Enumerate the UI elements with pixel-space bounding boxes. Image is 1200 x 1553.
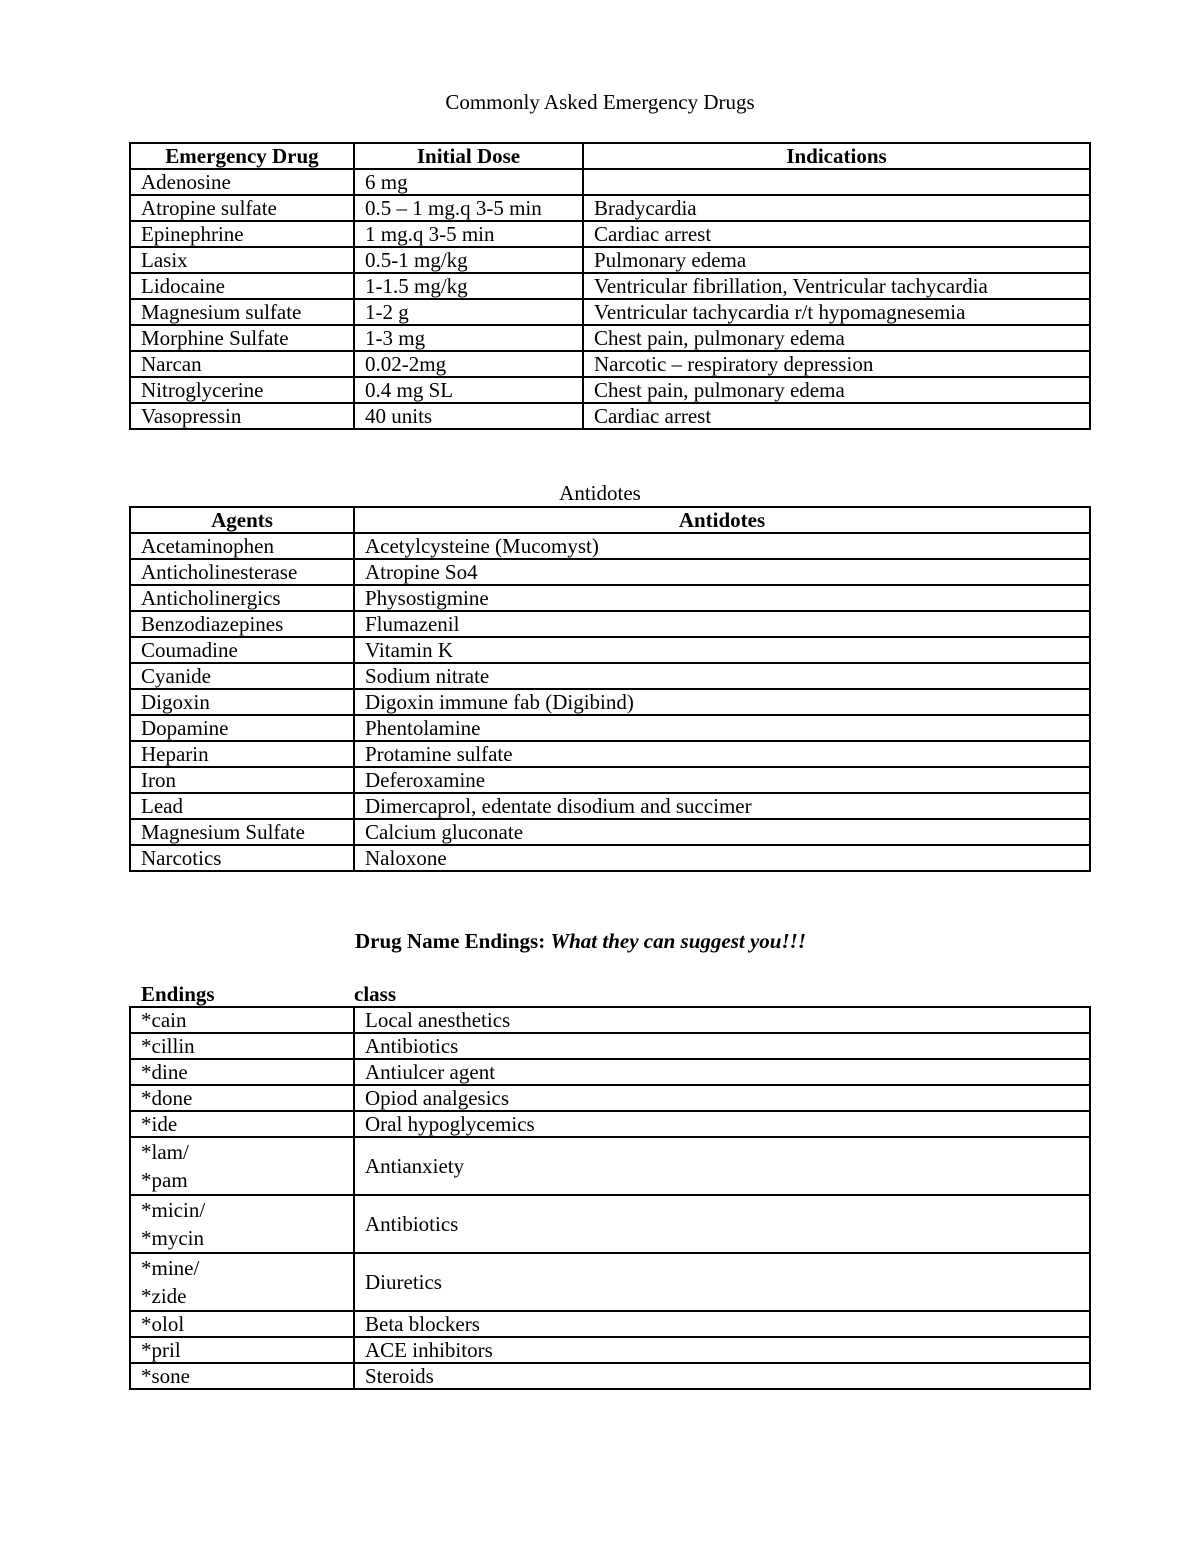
indication-cell: Ventricular fibrillation, Ventricular tachycardia (583, 273, 1090, 299)
antidote-cell: Dimercaprol, edentate disodium and succimer (354, 793, 1090, 819)
table-row (130, 793, 1090, 819)
drug-endings-table (129, 1006, 1091, 1390)
indication-cell: Narcotic – respiratory depression (583, 351, 1090, 377)
ending-cell (130, 1195, 354, 1253)
antidote-cell: Protamine sulfate (354, 741, 1090, 767)
drug-name-cell: Lasix (130, 247, 354, 273)
ending-text: *sone (141, 1364, 190, 1388)
agent-cell: Iron (130, 767, 354, 793)
table-row (130, 663, 1090, 689)
initial-dose-cell: 1-1.5 mg/kg (354, 273, 583, 299)
column-header-initial-dose: Initial Dose (354, 143, 583, 169)
agent-cell: Narcotics (130, 845, 354, 871)
table-row (130, 299, 1090, 325)
indication-cell: Ventricular tachycardia r/t hypomagnesemia (583, 299, 1090, 325)
table-row (130, 611, 1090, 637)
indication-cell: Bradycardia (583, 195, 1090, 221)
agent-cell: Anticholinergics (130, 585, 354, 611)
ending-text: *done (141, 1086, 193, 1110)
ending-cell (130, 1337, 354, 1363)
antidote-cell: Phentolamine (354, 715, 1090, 741)
table-row (130, 169, 1090, 195)
ending-text: *mycin (141, 1226, 204, 1250)
ending-cell (130, 1137, 354, 1195)
column-header-endings: Endings (141, 982, 215, 1006)
class-cell: Beta blockers (354, 1311, 1090, 1337)
agent-cell: Dopamine (130, 715, 354, 741)
table-row (130, 845, 1090, 871)
class-cell: Antibiotics (354, 1195, 1090, 1253)
antidotes-table (129, 506, 1091, 872)
initial-dose-cell: 0.5-1 mg/kg (354, 247, 583, 273)
table-row (130, 1311, 1090, 1337)
antidote-cell: Atropine So4 (354, 559, 1090, 585)
table-row (130, 741, 1090, 767)
table-row (130, 1363, 1090, 1389)
agent-cell: Digoxin (130, 689, 354, 715)
class-cell: ACE inhibitors (354, 1337, 1090, 1363)
table-header-row (130, 143, 1090, 169)
table-row (130, 715, 1090, 741)
antidote-cell: Acetylcysteine (Mucomyst) (354, 533, 1090, 559)
table-row (130, 559, 1090, 585)
initial-dose-cell: 1-2 g (354, 299, 583, 325)
class-cell: Antianxiety (354, 1137, 1090, 1195)
table-row (130, 533, 1090, 559)
table-row (130, 1059, 1090, 1085)
drug-name-cell: Morphine Sulfate (130, 325, 354, 351)
agent-cell: Anticholinesterase (130, 559, 354, 585)
initial-dose-cell: 1-3 mg (354, 325, 583, 351)
ending-text: *micin/ (141, 1198, 206, 1222)
indication-cell: Cardiac arrest (583, 403, 1090, 429)
table-row (130, 247, 1090, 273)
class-cell: Opiod analgesics (354, 1085, 1090, 1111)
drug-name-cell: Nitroglycerine (130, 377, 354, 403)
initial-dose-cell: 0.4 mg SL (354, 377, 583, 403)
ending-cell (130, 1311, 354, 1337)
column-header-antidotes: Antidotes (354, 507, 1090, 533)
initial-dose-cell: 6 mg (354, 169, 583, 195)
drug-name-cell: Narcan (130, 351, 354, 377)
drug-endings-title (355, 929, 806, 953)
table-row (130, 1085, 1090, 1111)
table-row (130, 1111, 1090, 1137)
drug-name-cell: Atropine sulfate (130, 195, 354, 221)
table-row (130, 1195, 1090, 1253)
table-row (130, 273, 1090, 299)
table-row (130, 403, 1090, 429)
ending-cell (130, 1033, 354, 1059)
column-header-agents: Agents (130, 507, 354, 533)
antidote-cell: Calcium gluconate (354, 819, 1090, 845)
drug-endings-title-bold: Drug Name Endings: (355, 929, 551, 953)
drug-name-cell: Epinephrine (130, 221, 354, 247)
ending-text: *pril (141, 1338, 181, 1362)
ending-cell (130, 1007, 354, 1033)
indication-cell (583, 169, 1090, 195)
agent-cell: Coumadine (130, 637, 354, 663)
drug-endings-title-italic: What they can suggest you!!! (550, 929, 806, 953)
table-row (130, 1033, 1090, 1059)
class-cell: Steroids (354, 1363, 1090, 1389)
drug-name-cell: Vasopressin (130, 403, 354, 429)
ending-cell (130, 1253, 354, 1311)
indication-cell: Chest pain, pulmonary edema (583, 325, 1090, 351)
table-row (130, 585, 1090, 611)
table-row (130, 1337, 1090, 1363)
agent-cell: Acetaminophen (130, 533, 354, 559)
ending-text: *cillin (141, 1034, 195, 1058)
table-row (130, 325, 1090, 351)
agent-cell: Heparin (130, 741, 354, 767)
column-header-emergency-drug: Emergency Drug (130, 143, 354, 169)
table-row (130, 221, 1090, 247)
ending-cell (130, 1059, 354, 1085)
ending-cell (130, 1085, 354, 1111)
class-cell: Oral hypoglycemics (354, 1111, 1090, 1137)
table-row (130, 1137, 1090, 1195)
antidote-cell: Sodium nitrate (354, 663, 1090, 689)
antidote-cell: Naloxone (354, 845, 1090, 871)
table-row (130, 195, 1090, 221)
page-title: Commonly Asked Emergency Drugs (445, 90, 755, 114)
antidote-cell: Physostigmine (354, 585, 1090, 611)
indication-cell: Chest pain, pulmonary edema (583, 377, 1090, 403)
drug-name-cell: Adenosine (130, 169, 354, 195)
initial-dose-cell: 0.02-2mg (354, 351, 583, 377)
class-cell: Antiulcer agent (354, 1059, 1090, 1085)
ending-text: *ide (141, 1112, 178, 1136)
ending-text: *mine/ (141, 1256, 200, 1280)
agent-cell: Magnesium Sulfate (130, 819, 354, 845)
initial-dose-cell: 1 mg.q 3-5 min (354, 221, 583, 247)
antidote-cell: Vitamin K (354, 637, 1090, 663)
ending-cell (130, 1363, 354, 1389)
antidote-cell: Deferoxamine (354, 767, 1090, 793)
table-row (130, 767, 1090, 793)
initial-dose-cell: 0.5 – 1 mg.q 3-5 min (354, 195, 583, 221)
table-row (130, 819, 1090, 845)
table-row (130, 637, 1090, 663)
agent-cell: Lead (130, 793, 354, 819)
column-header-class: class (354, 982, 396, 1006)
antidotes-title: Antidotes (559, 481, 641, 505)
agent-cell: Benzodiazepines (130, 611, 354, 637)
table-row (130, 351, 1090, 377)
class-cell: Antibiotics (354, 1033, 1090, 1059)
table-row (130, 377, 1090, 403)
initial-dose-cell: 40 units (354, 403, 583, 429)
ending-text: *zide (141, 1284, 187, 1308)
ending-cell (130, 1111, 354, 1137)
agent-cell: Cyanide (130, 663, 354, 689)
ending-text: *lam/ (141, 1140, 189, 1164)
class-cell: Local anesthetics (354, 1007, 1090, 1033)
drug-name-cell: Lidocaine (130, 273, 354, 299)
indication-cell: Cardiac arrest (583, 221, 1090, 247)
ending-text: *dine (141, 1060, 188, 1084)
drug-name-cell: Magnesium sulfate (130, 299, 354, 325)
antidote-cell: Digoxin immune fab (Digibind) (354, 689, 1090, 715)
antidote-cell: Flumazenil (354, 611, 1090, 637)
table-row (130, 689, 1090, 715)
emergency-drugs-table (129, 142, 1091, 430)
indication-cell: Pulmonary edema (583, 247, 1090, 273)
ending-text: *olol (141, 1312, 185, 1336)
ending-text: *pam (141, 1168, 188, 1192)
table-row (130, 1253, 1090, 1311)
class-cell: Diuretics (354, 1253, 1090, 1311)
table-row (130, 1007, 1090, 1033)
column-header-indications: Indications (583, 143, 1090, 169)
ending-text: *cain (141, 1008, 187, 1032)
table-header-row (130, 507, 1090, 533)
